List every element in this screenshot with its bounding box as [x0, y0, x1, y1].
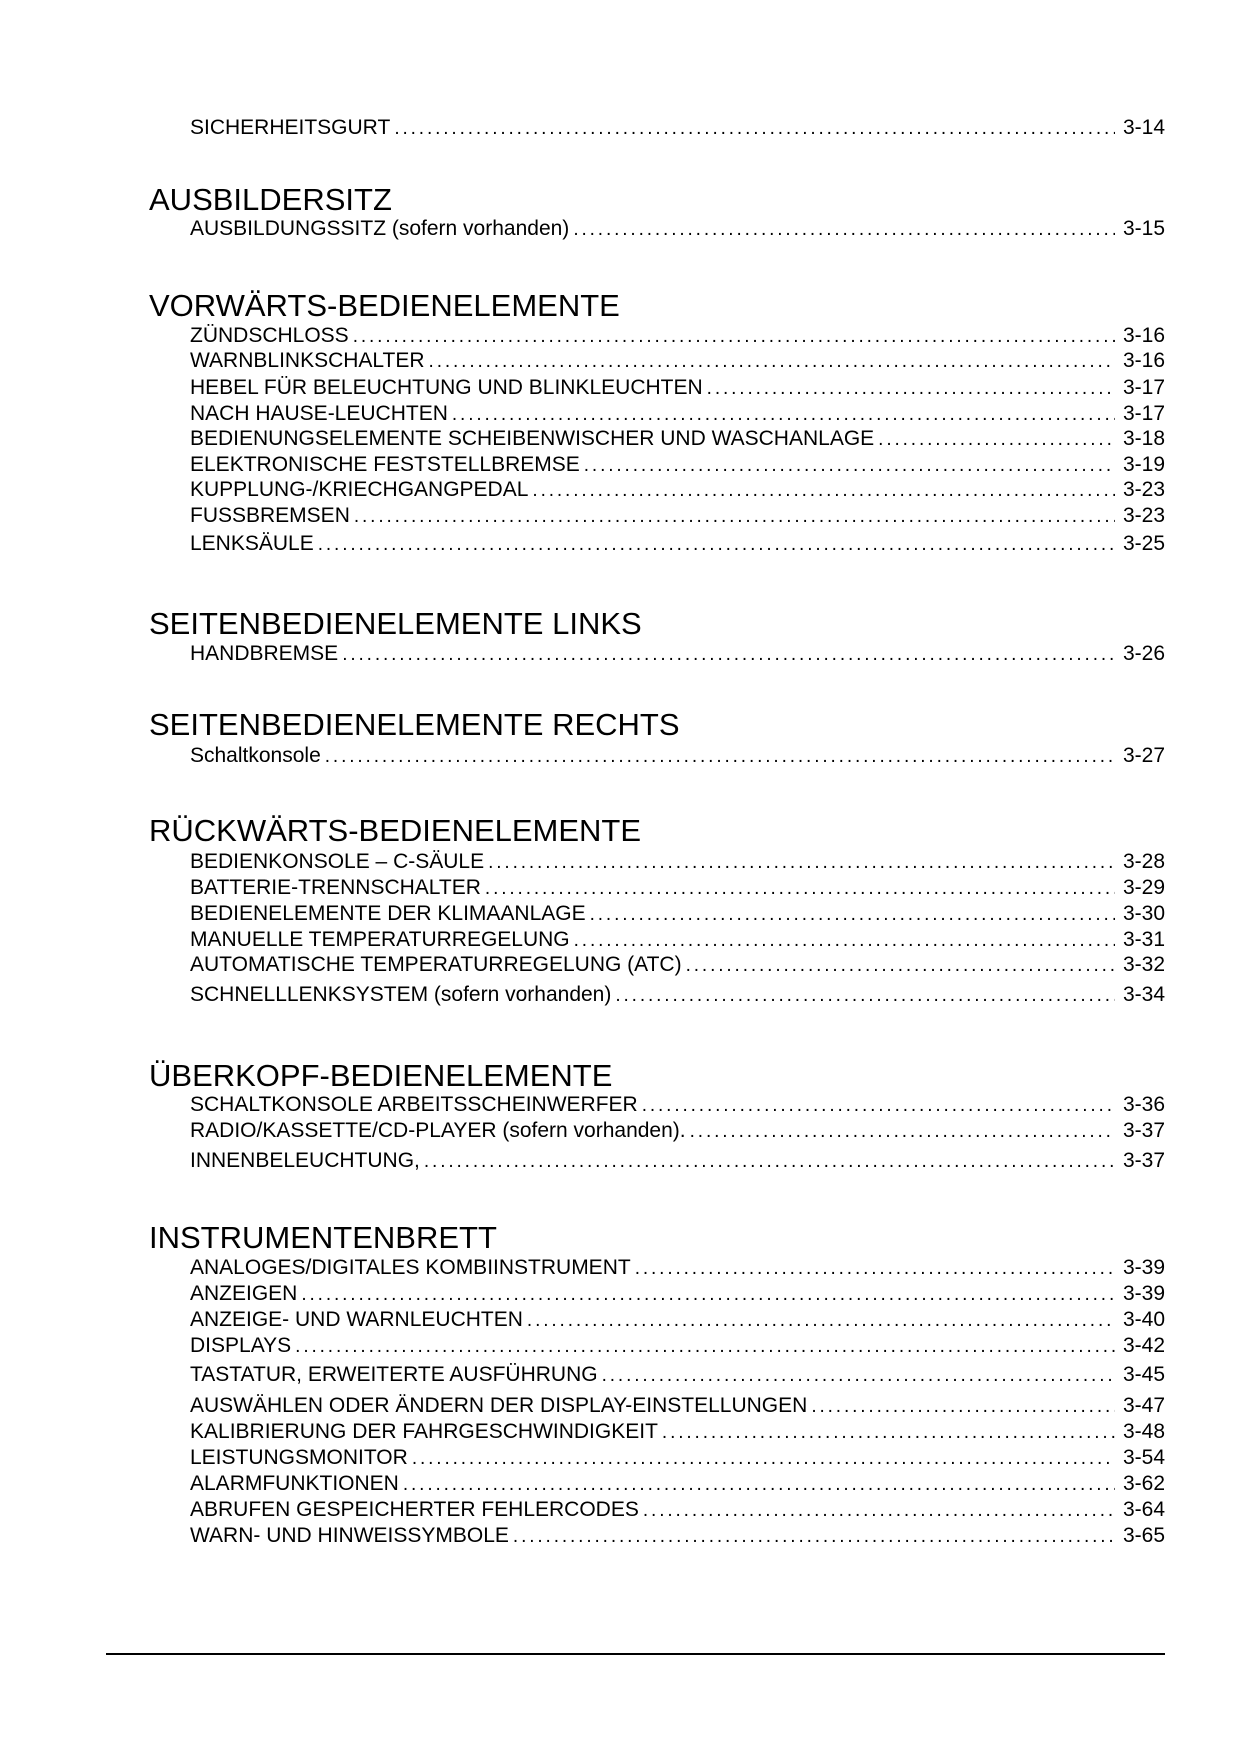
toc-entry[interactable]	[190, 1393, 1165, 1420]
section-heading: SEITENBEDIENELEMENTE RECHTS	[149, 707, 680, 742]
toc-entry-page: 3-17	[1122, 376, 1165, 399]
toc-entry-label: ELEKTRONISCHE FESTSTELLBREMSE	[190, 453, 580, 476]
dot-leader	[690, 1119, 1115, 1145]
toc-entry[interactable]	[190, 849, 1165, 876]
toc-entry[interactable]	[190, 901, 1165, 928]
toc-entry-label: INNENBELEUCHTUNG,	[190, 1149, 420, 1172]
dot-leader	[325, 744, 1115, 770]
toc-entry[interactable]	[190, 531, 1165, 558]
dot-leader	[354, 504, 1115, 530]
toc-entry-page: 3-40	[1122, 1308, 1165, 1331]
toc-entry-label: AUSBILDUNGSSITZ (sofern vorhanden)	[190, 217, 570, 240]
dot-leader	[590, 902, 1115, 928]
toc-entry[interactable]	[190, 952, 1165, 979]
dot-leader	[686, 953, 1115, 979]
dot-leader	[642, 1093, 1115, 1119]
toc-entry-label: ANZEIGE- UND WARNLEUCHTEN	[190, 1308, 523, 1331]
toc-entry-page: 3-16	[1122, 349, 1165, 372]
toc-entry-page: 3-32	[1122, 953, 1165, 976]
dot-leader	[532, 478, 1115, 504]
dot-leader	[403, 1472, 1115, 1498]
toc-entry-page: 3-42	[1122, 1334, 1165, 1357]
dot-leader	[615, 983, 1115, 1009]
toc-entry-page: 3-25	[1122, 532, 1165, 555]
dot-leader	[643, 1498, 1115, 1524]
dot-leader	[429, 349, 1115, 375]
dot-leader	[353, 324, 1115, 350]
toc-entry[interactable]	[190, 1497, 1165, 1524]
toc-entry[interactable]	[190, 216, 1165, 243]
toc-entry-label: TASTATUR, ERWEITERTE AUSFÜHRUNG	[190, 1363, 598, 1386]
toc-entry-label: HEBEL FÜR BELEUCHTUNG UND BLINKLEUCHTEN	[190, 376, 703, 399]
toc-entry-page: 3-31	[1122, 928, 1165, 951]
toc-entry-label: WARN- UND HINWEISSYMBOLE	[190, 1524, 509, 1547]
section-heading: RÜCKWÄRTS-BEDIENELEMENTE	[149, 813, 642, 848]
toc-entry-label: WARNBLINKSCHALTER	[190, 349, 425, 372]
toc-entry-label: SCHNELLLENKSYSTEM (sofern vorhanden)	[190, 983, 612, 1006]
dot-leader	[573, 217, 1115, 243]
toc-entry[interactable]	[190, 375, 1165, 402]
toc-entry-label: BEDIENUNGSELEMENTE SCHEIBENWISCHER UND WASCHANLAGE	[190, 427, 875, 450]
toc-entry-page: 3-30	[1122, 902, 1165, 925]
toc-entry-label: LEISTUNGSMONITOR	[190, 1446, 408, 1469]
toc-entry-page: 3-27	[1122, 744, 1165, 767]
dot-leader	[301, 1282, 1115, 1308]
toc-entry-page: 3-64	[1122, 1498, 1165, 1521]
toc-entry-page: 3-29	[1122, 876, 1165, 899]
toc-entry-label: MANUELLE TEMPERATURREGELUNG	[190, 928, 570, 951]
toc-entry-page: 3-48	[1122, 1420, 1165, 1443]
toc-entry[interactable]	[190, 1471, 1165, 1498]
toc-entry-page: 3-34	[1122, 983, 1165, 1006]
dot-leader	[412, 1446, 1115, 1472]
toc-entry-page: 3-37	[1122, 1149, 1165, 1172]
dot-leader	[635, 1256, 1115, 1282]
toc-entry-label: LENKSÄULE	[190, 532, 314, 555]
toc-entry-page: 3-62	[1122, 1472, 1165, 1495]
dot-leader	[394, 116, 1115, 142]
toc-entry-label: SICHERHEITSGURT	[190, 116, 391, 139]
toc-entry-label: SCHALTKONSOLE ARBEITSSCHEINWERFER	[190, 1093, 638, 1116]
dot-leader	[318, 532, 1115, 558]
toc-entry-page: 3-23	[1122, 478, 1165, 501]
dot-leader	[662, 1420, 1115, 1446]
toc-entry-label: ZÜNDSCHLOSS	[190, 324, 349, 347]
toc-entry[interactable]	[190, 115, 1165, 142]
toc-entry-label: KUPPLUNG-/KRIECHGANGPEDAL	[190, 478, 529, 501]
toc-entry[interactable]	[190, 1523, 1165, 1550]
dot-leader	[488, 850, 1115, 876]
toc-entry-label: ANALOGES/DIGITALES KOMBIINSTRUMENT	[190, 1256, 631, 1279]
dot-leader	[527, 1308, 1115, 1334]
toc-entry-page: 3-37	[1122, 1119, 1165, 1142]
toc-entry-page: 3-26	[1122, 642, 1165, 665]
section-heading: SEITENBEDIENELEMENTE LINKS	[149, 606, 642, 641]
dot-leader	[707, 376, 1115, 402]
toc-entry-page: 3-65	[1122, 1524, 1165, 1547]
toc-entry[interactable]	[190, 1419, 1165, 1446]
dot-leader	[811, 1394, 1115, 1420]
toc-entry[interactable]	[190, 927, 1165, 954]
toc-entry[interactable]	[190, 477, 1165, 504]
toc-entry-page: 3-19	[1122, 453, 1165, 476]
toc-entry-page: 3-45	[1122, 1363, 1165, 1386]
toc-entry-page: 3-14	[1122, 116, 1165, 139]
toc-entry-label: NACH HAUSE-LEUCHTEN	[190, 402, 448, 425]
toc-entry-page: 3-18	[1122, 427, 1165, 450]
toc-entry-label: ALARMFUNKTIONEN	[190, 1472, 399, 1495]
toc-entry-label: RADIO/KASSETTE/CD-PLAYER (sofern vorhanden).	[190, 1119, 686, 1142]
dot-leader	[424, 1149, 1115, 1175]
toc-entry[interactable]	[190, 348, 1165, 375]
dot-leader	[513, 1524, 1115, 1550]
toc-entry[interactable]	[190, 1307, 1165, 1334]
dot-leader	[295, 1334, 1115, 1360]
toc-entry-label: BATTERIE-TRENNSCHALTER	[190, 876, 481, 899]
toc-entry-page: 3-47	[1122, 1394, 1165, 1417]
section-heading: VORWÄRTS-BEDIENELEMENTE	[149, 288, 620, 323]
toc-entry-label: KALIBRIERUNG DER FAHRGESCHWINDIGKEIT	[190, 1420, 658, 1443]
section-heading: AUSBILDERSITZ	[149, 182, 392, 217]
toc-entry[interactable]	[190, 1333, 1165, 1360]
toc-entry[interactable]	[190, 1255, 1165, 1282]
toc-entry[interactable]	[190, 503, 1165, 530]
toc-entry[interactable]	[190, 743, 1165, 770]
toc-entry[interactable]	[190, 1148, 1165, 1175]
toc-entry-page: 3-17	[1122, 402, 1165, 425]
toc-entry[interactable]	[190, 452, 1165, 479]
toc-entry-label: BEDIENKONSOLE – C-SÄULE	[190, 850, 485, 873]
footer-divider	[106, 1653, 1165, 1655]
dot-leader	[574, 928, 1115, 954]
dot-leader	[452, 402, 1115, 428]
toc-entry-label: DISPLAYS	[190, 1334, 292, 1357]
section-heading: ÜBERKOPF-BEDIENELEMENTE	[149, 1058, 613, 1093]
section-heading: INSTRUMENTENBRETT	[149, 1220, 497, 1255]
toc-entry-page: 3-39	[1122, 1282, 1165, 1305]
toc-entry[interactable]	[190, 1092, 1165, 1119]
toc-entry[interactable]	[190, 1281, 1165, 1308]
dot-leader	[342, 642, 1115, 668]
toc-entry[interactable]	[190, 875, 1165, 902]
toc-entry[interactable]	[190, 426, 1165, 453]
toc-entry-page: 3-15	[1122, 217, 1165, 240]
toc-entry[interactable]	[190, 323, 1165, 350]
toc-entry-label: FUSSBREMSEN	[190, 504, 350, 527]
toc-entry[interactable]	[190, 1445, 1165, 1472]
toc-entry-label: BEDIENELEMENTE DER KLIMAANLAGE	[190, 902, 586, 925]
toc-entry-label: ANZEIGEN	[190, 1282, 298, 1305]
toc-entry-label: HANDBREMSE	[190, 642, 339, 665]
toc-entry[interactable]	[190, 1362, 1165, 1389]
toc-entry-page: 3-36	[1122, 1093, 1165, 1116]
dot-leader	[584, 453, 1115, 479]
toc-entry[interactable]	[190, 401, 1165, 428]
dot-leader	[878, 427, 1115, 453]
toc-entry-label: AUSWÄHLEN ODER ÄNDERN DER DISPLAY-EINSTELLUNGEN	[190, 1394, 808, 1417]
dot-leader	[602, 1363, 1115, 1389]
dot-leader	[485, 876, 1115, 902]
toc-entry[interactable]	[190, 641, 1165, 668]
toc-entry-page: 3-16	[1122, 324, 1165, 347]
toc-entry-label: ABRUFEN GESPEICHERTER FEHLERCODES	[190, 1498, 639, 1521]
toc-entry-page: 3-28	[1122, 850, 1165, 873]
toc-entry[interactable]	[190, 982, 1165, 1009]
toc-entry-page: 3-54	[1122, 1446, 1165, 1469]
toc-entry[interactable]	[190, 1118, 1165, 1145]
toc-entry-page: 3-23	[1122, 504, 1165, 527]
toc-entry-label: Schaltkonsole	[190, 744, 321, 767]
toc-entry-page: 3-39	[1122, 1256, 1165, 1279]
toc-entry-label: AUTOMATISCHE TEMPERATURREGELUNG (ATC)	[190, 953, 682, 976]
